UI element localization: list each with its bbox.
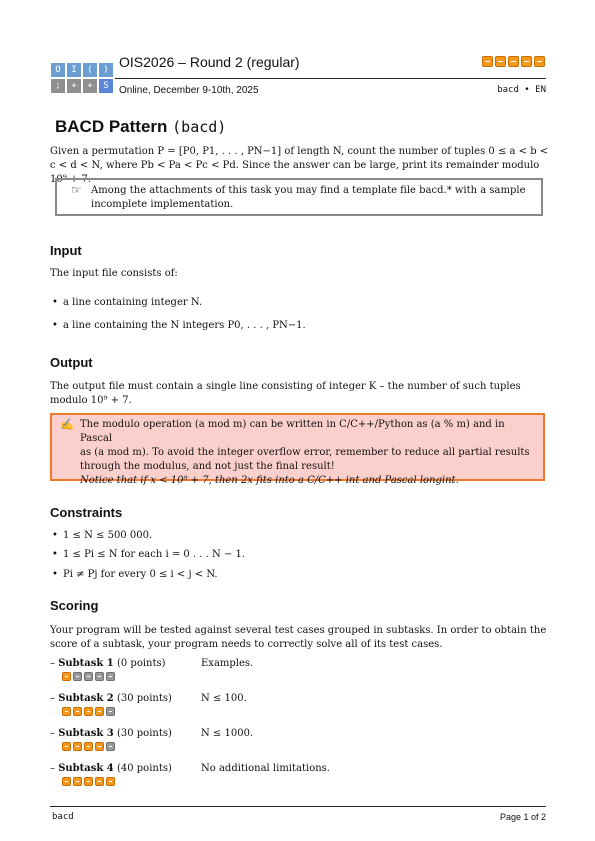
task-name: BACD Pattern xyxy=(55,117,168,136)
olympiad-logo xyxy=(51,63,111,93)
subtask-label: Subtask 4 xyxy=(58,763,114,774)
difficulty-block-icon xyxy=(73,672,82,681)
difficulty-block-icon xyxy=(495,56,506,67)
template-note-box xyxy=(55,178,543,216)
contest-date: Online, December 9-10th, 2025 xyxy=(119,85,259,96)
scoring-description: Your program will be tested against several test cases grouped in subtasks. In order to obtain the score of a subtask, your program needs to correctly solve all of its test cases. xyxy=(50,625,547,650)
difficulty-block-icon xyxy=(95,777,104,786)
subtask-difficulty xyxy=(62,777,115,786)
logo-cell: + xyxy=(67,79,81,93)
page-number: Page 1 of 2 xyxy=(499,812,546,822)
constraint-item: • Pi ≠ Pj for every 0 ≤ i < j < N. xyxy=(63,569,218,580)
difficulty-block-icon xyxy=(62,777,71,786)
constraint-item: • 1 ≤ Pi ≤ N for each i = 0 . . . N − 1. xyxy=(63,549,245,560)
difficulty-block-icon xyxy=(482,56,493,67)
subtask-points: (30 points) xyxy=(116,693,172,704)
input-item: • a line containing the N integers P0, . . . , PN−1. xyxy=(63,320,306,331)
difficulty-block-icon xyxy=(62,672,71,681)
difficulty-block-icon xyxy=(84,672,93,681)
difficulty-block-icon xyxy=(84,742,93,751)
logo-cell: I xyxy=(67,63,81,77)
input-intro: The input file consists of: xyxy=(50,268,178,279)
output-description: The output file must contain a single line consisting of integer K – the number of such tuples modulo 10⁹ + 7. xyxy=(50,381,521,406)
subtask-row: – Subtask 4 (40 points) No additional limitations. xyxy=(50,763,172,774)
modulo-notice: Notice that if x < 10⁹ + 7, then 2x fits into a C/C++ int and Pascal longint. xyxy=(80,475,459,486)
input-item: • a line containing integer N. xyxy=(63,297,202,308)
difficulty-block-icon xyxy=(106,707,115,716)
difficulty-block-icon xyxy=(73,777,82,786)
task-id: (bacd) xyxy=(172,118,227,136)
subtask-label: Subtask 1 xyxy=(58,658,114,669)
pointing-hand-icon: ☞ xyxy=(71,183,82,197)
difficulty-block-icon xyxy=(534,56,545,67)
pencil-icon: ✍ xyxy=(60,418,74,431)
logo-cell: + xyxy=(83,79,97,93)
difficulty-block-icon xyxy=(95,707,104,716)
contest-title: OIS2026 – Round 2 (regular) xyxy=(119,54,300,70)
subtask-points: (30 points) xyxy=(116,728,172,739)
modulo-line: The modulo operation (a mod m) can be written in C/C++/Python as (a % m) and in Pascal xyxy=(80,419,505,444)
difficulty-block-icon xyxy=(106,672,115,681)
difficulty-block-icon xyxy=(73,742,82,751)
modulo-line: through the modulus, and not just the final result! xyxy=(80,461,335,472)
scoring-heading: Scoring xyxy=(50,598,99,613)
subtask-row: – Subtask 1 (0 points) Examples. xyxy=(50,658,166,669)
subtask-row: – Subtask 3 (30 points) N ≤ 1000. xyxy=(50,728,172,739)
logo-cell: S xyxy=(99,79,113,93)
subtask-description: N ≤ 100. xyxy=(201,693,247,704)
template-note-text: Among the attachments of this task you may find a template file bacd.* with a sample incomplete implementation. xyxy=(91,185,526,210)
subtask-description: Examples. xyxy=(201,658,254,669)
subtask-points: (40 points) xyxy=(116,763,172,774)
subtask-difficulty xyxy=(62,707,115,716)
difficulty-indicator xyxy=(482,56,545,67)
task-code-language: bacd • EN xyxy=(497,85,546,95)
difficulty-block-icon xyxy=(62,707,71,716)
subtask-label: Subtask 2 xyxy=(58,693,114,704)
subtask-points: (0 points) xyxy=(116,658,166,669)
logo-cell: ; xyxy=(51,79,65,93)
difficulty-block-icon xyxy=(521,56,532,67)
subtask-label: Subtask 3 xyxy=(58,728,114,739)
difficulty-block-icon xyxy=(84,777,93,786)
difficulty-block-icon xyxy=(106,777,115,786)
footer-divider xyxy=(50,806,546,807)
constraint-item: • 1 ≤ N ≤ 500 000. xyxy=(63,530,152,541)
logo-cell: ( xyxy=(83,63,97,77)
difficulty-block-icon xyxy=(73,707,82,716)
subtask-description: No additional limitations. xyxy=(201,763,330,774)
difficulty-block-icon xyxy=(62,742,71,751)
logo-cell: ) xyxy=(99,63,113,77)
subtask-difficulty xyxy=(62,742,115,751)
task-title xyxy=(55,117,226,137)
input-heading: Input xyxy=(50,243,82,258)
difficulty-block-icon xyxy=(95,742,104,751)
logo-cell: O xyxy=(51,63,65,77)
difficulty-block-icon xyxy=(106,742,115,751)
footer-task-code: bacd xyxy=(52,812,74,822)
subtask-row: – Subtask 2 (30 points) N ≤ 100. xyxy=(50,693,172,704)
statement-paragraph: Given a permutation P = [P0, P1, . . . , PN−1] of length N, count the number of tuples 0 ≤ a < b < c < d < N, where Pb < Pa < Pc < Pd. Since the answer can be large, print its remainder modulo 10⁹ + 7. xyxy=(50,146,549,185)
difficulty-block-icon xyxy=(84,707,93,716)
constraints-heading: Constraints xyxy=(50,505,123,520)
difficulty-block-icon xyxy=(95,672,104,681)
subtask-description: N ≤ 1000. xyxy=(201,728,254,739)
subtask-difficulty xyxy=(62,672,115,681)
difficulty-block-icon xyxy=(508,56,519,67)
header-divider xyxy=(115,78,546,79)
modulo-line: as (a mod m). To avoid the integer overflow error, remember to reduce all partial results xyxy=(80,447,530,458)
modulo-warning-box xyxy=(50,413,545,486)
output-heading: Output xyxy=(50,355,93,370)
